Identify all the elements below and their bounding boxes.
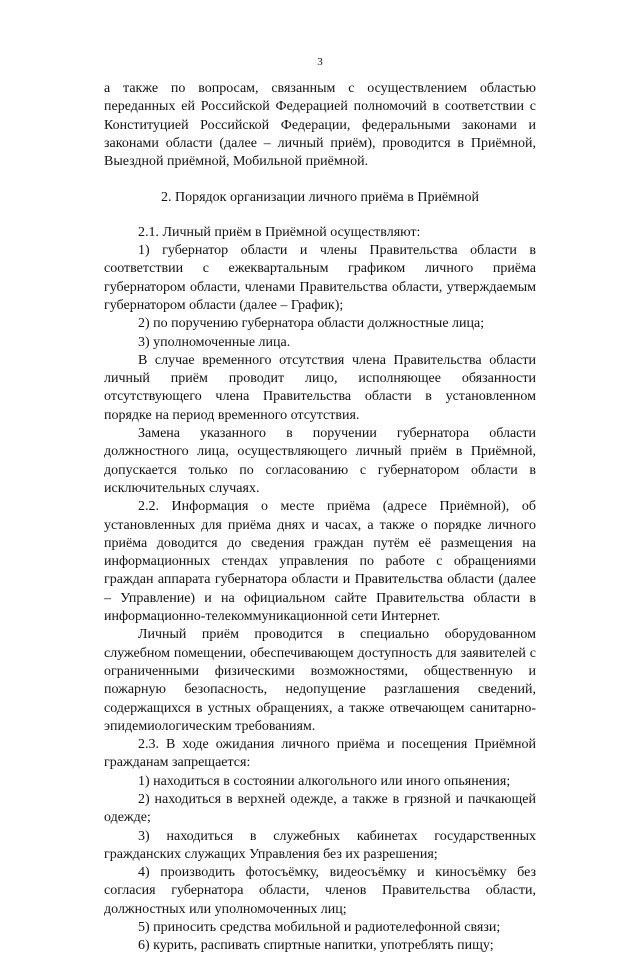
paragraph: 2.1. Личный приём в Приёмной осуществляют: [138,224,421,240]
paragraph: Личный приём проводится в специально оборудованном служебном помещении, обеспечивающем доступность для заявителей с ограниченными физическими возможностями, общественную и пожарную безопасность, недопущение разглашения сведений, содержащихся в устных обращениях, а также отвечающем санитарно-эпидемиологическим требованиям. [104,627,536,734]
paragraph: 5) приносить средства мобильной и радиотелефонной связи; [138,920,501,936]
paragraph: 2.3. В ходе ожидания личного приёма и посещения Приёмной гражданам запрещается: [104,737,536,771]
paragraph: 1) находиться в состоянии алкогольного или иного опьянения; [138,773,511,789]
paragraph: 6) курить, распивать спиртные напитки, употреблять пищу; [138,938,494,954]
intro-paragraph: а также по вопросам, связанным с осуществлением областью переданных ей Российской Федерацией полномочий в соответствии с Конституцией Российской Федерации, федеральными законами и законами области (далее – личный приём), проводится в Приёмной, Выездной приёмной, Мобильной приёмной. [104,81,536,170]
paragraph: Замена указанного в поручении губернатора области должностного лица, осуществляющего личный приём в Приёмной, допускается только по согласованию с губернатором области в исключительных случаях. [104,426,536,496]
paragraph: 3) находиться в служебных кабинетах государственных гражданских служащих Управления без их разрешения; [104,828,536,862]
paragraph: 4) производить фотосъёмку, видеосъёмку и киносъёмку без согласия губернатора области, членов Правительства области, должностных или уполномоченных лиц; [104,865,536,917]
paragraph: В случае временного отсутствия члена Правительства области личный приём проводит лицо, исполняющее обязанности отсутствующего члена Правительства области в установленном порядке на период временного отсутствия. [104,352,536,423]
paragraph: 2) находиться в верхней одежде, а также в грязной и пачкающей одежде; [104,791,536,826]
paragraph: 3) уполномоченные лица. [138,334,291,350]
document-body [104,80,536,956]
section-heading: 2. Порядок организации личного приёма в Приёмной [161,190,479,206]
paragraph: 2.2. Информация о месте приёма (адресе Приёмной), об установленных для приёма днях и часах, а также о порядке личного приёма доводится до сведения граждан путём её размещения на информационных стендах управления по работе с обращениями граждан аппарата губернатора области и Правительства области (далее – Управление) и на официальном сайте Правительства области в информационно-телекоммуникационной сети Интернет. [104,499,536,625]
paragraph: 1) губернатор области и члены Правительства области в соответствии с ежеквартальным графиком личного приёма губернатором области, членами Правительства области, утверждаемым губернатором области (далее – График); [104,243,536,313]
page-number: 3 [317,56,323,68]
paragraph: 2) по поручению губернатора области должностные лица; [138,316,485,332]
